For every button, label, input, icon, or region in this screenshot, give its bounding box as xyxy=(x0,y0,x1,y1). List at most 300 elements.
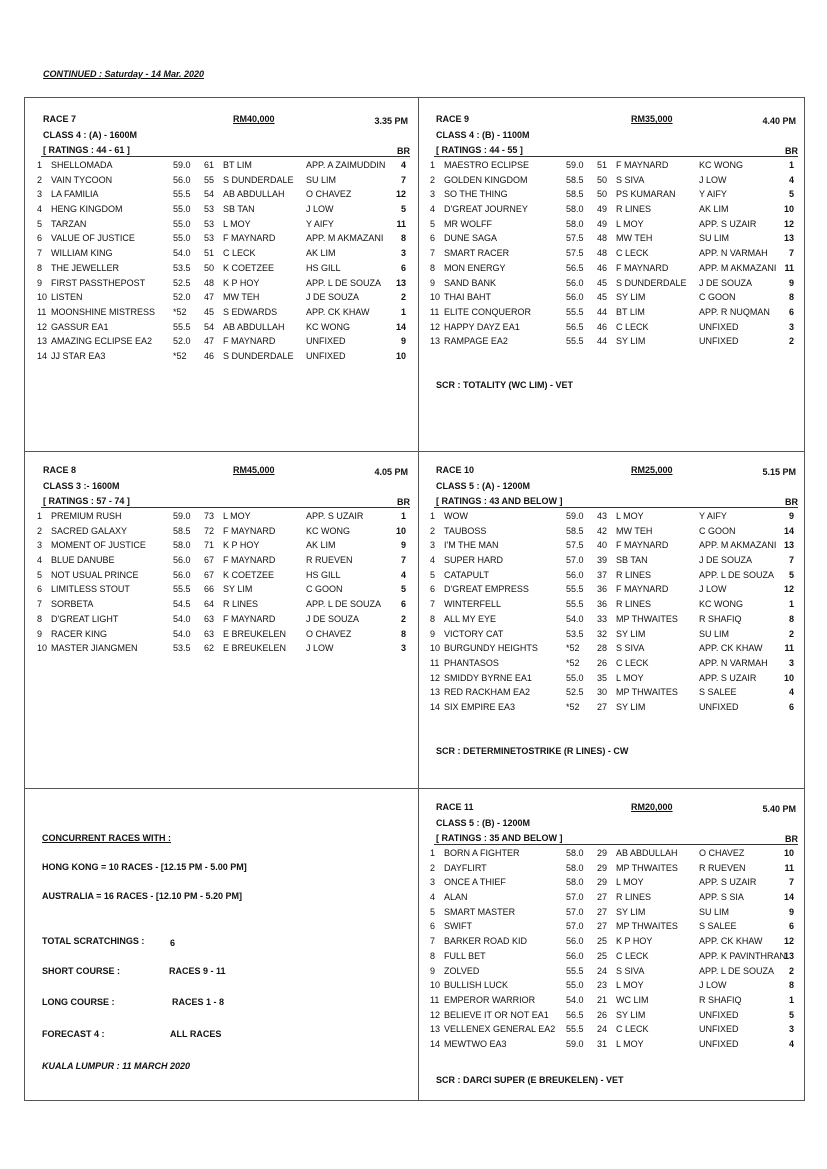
jockey-name: MP THWAITES xyxy=(616,687,678,698)
race-8-block xyxy=(33,465,418,785)
runner-number: 10 xyxy=(430,643,441,654)
horse-weight: 58.0 xyxy=(566,877,584,888)
barrier-number: 1 xyxy=(400,306,406,317)
horse-rating: 27 xyxy=(597,701,608,712)
jockey-name: C LECK xyxy=(616,950,649,961)
race-prize: RM25,000 xyxy=(631,465,673,475)
trainer-name: APP. CK KHAW xyxy=(699,643,763,654)
horse-rating: 71 xyxy=(204,540,215,551)
barrier-number: 7 xyxy=(400,555,406,566)
horse-weight: 55.0 xyxy=(173,233,191,244)
horse-weight: 56.5 xyxy=(566,1009,584,1020)
trainer-name: R RUEVEN xyxy=(306,555,353,566)
runner-row xyxy=(426,848,806,863)
runner-number: 3 xyxy=(37,189,43,200)
horse-rating: 36 xyxy=(597,584,608,595)
runner-number: 9 xyxy=(430,628,436,639)
jockey-name: S SIVA xyxy=(616,965,645,976)
runner-number: 14 xyxy=(37,350,48,361)
horse-rating: 66 xyxy=(204,584,215,595)
runner-number: 9 xyxy=(430,277,436,288)
runner-row xyxy=(33,278,418,293)
runner-list xyxy=(33,160,418,366)
horse-weight: 55.5 xyxy=(566,599,584,610)
trainer-name: AK LIM xyxy=(306,248,336,259)
barrier-number: 5 xyxy=(400,584,406,595)
horse-weight: 56.0 xyxy=(566,569,584,580)
horse-rating: 25 xyxy=(597,936,608,947)
trainer-name: Y AIFY xyxy=(699,189,727,200)
horse-weight: 54.0 xyxy=(173,628,191,639)
runner-number: 8 xyxy=(430,613,436,624)
horse-weight: 57.5 xyxy=(566,540,584,551)
horse-name: VICTORY CAT xyxy=(444,628,504,639)
race-class: CLASS 5 : (A) - 1200M xyxy=(436,481,531,491)
runner-number: 2 xyxy=(37,174,43,185)
trainer-name: J DE SOUZA xyxy=(699,277,753,288)
horse-weight: 58.5 xyxy=(173,525,191,536)
horse-rating: 73 xyxy=(204,511,215,521)
barrier-number: 8 xyxy=(788,980,794,991)
jockey-name: K COETZEE xyxy=(223,262,275,273)
horse-rating: 46 xyxy=(204,350,215,361)
jockey-name: F MAYNARD xyxy=(616,262,669,273)
jockey-name: SY LIM xyxy=(616,336,646,347)
jockey-name: SY LIM xyxy=(616,701,646,712)
horse-weight: 56.5 xyxy=(566,262,584,273)
horse-rating: 29 xyxy=(597,848,608,858)
runner-row xyxy=(426,892,806,907)
horse-name: FULL BET xyxy=(444,950,486,961)
trainer-name: APP. K PAVINTHRAN xyxy=(699,950,787,961)
horse-name: RACER KING xyxy=(51,628,108,639)
australia-races: AUSTRALIA = 16 RACES - [12.10 PM - 5.20 PM] xyxy=(42,891,242,901)
trainer-name: APP. N VARMAH xyxy=(699,248,768,259)
horse-name: BARKER ROAD KID xyxy=(444,936,528,947)
trainer-name: R SHAFIQ xyxy=(699,613,742,624)
horse-name: MEWTWO EA3 xyxy=(444,1038,507,1049)
horse-weight: 56.0 xyxy=(566,950,584,961)
trainer-name: UNFIXED xyxy=(699,1024,739,1035)
horse-rating: 45 xyxy=(597,277,608,288)
barrier-number: 12 xyxy=(783,584,794,595)
runner-number: 12 xyxy=(430,321,441,332)
trainer-name: SU LIM xyxy=(306,174,337,185)
runner-row xyxy=(426,629,806,644)
jockey-name: C LECK xyxy=(223,248,256,259)
jockey-name: WC LIM xyxy=(616,994,649,1005)
barrier-header: BR xyxy=(397,146,410,156)
horse-weight: 56.5 xyxy=(566,321,584,332)
jockey-name: R LINES xyxy=(616,204,652,215)
runner-number: 6 xyxy=(430,233,436,244)
barrier-number: 4 xyxy=(788,174,794,185)
hong-kong-races: HONG KONG = 10 RACES - [12.15 PM - 5.00 PM] xyxy=(42,862,247,872)
trainer-name: S SALEE xyxy=(699,687,737,698)
trainer-name: J DE SOUZA xyxy=(306,613,360,624)
barrier-number: 9 xyxy=(788,277,794,288)
jockey-name: R LINES xyxy=(616,569,652,580)
trainer-name: APP. S UZAIR xyxy=(699,877,757,888)
jockey-name: E BREUKELEN xyxy=(223,643,287,654)
horse-rating: 51 xyxy=(204,248,215,259)
trainer-name: C GOON xyxy=(699,525,736,536)
horse-weight: 56.0 xyxy=(566,936,584,947)
horse-rating: 27 xyxy=(597,892,608,903)
trainer-name: J LOW xyxy=(699,584,727,595)
runner-row xyxy=(426,1024,806,1039)
runner-row xyxy=(426,584,806,599)
barrier-number: 2 xyxy=(400,613,406,624)
horse-name: D'GREAT EMPRESS xyxy=(444,584,529,595)
barrier-number: 1 xyxy=(788,160,794,170)
jockey-name: K P HOY xyxy=(223,540,260,551)
trainer-name: APP. S UZAIR xyxy=(699,218,757,229)
horse-weight: 59.0 xyxy=(173,160,191,170)
race-ratings: [ RATINGS : 43 AND BELOW ] xyxy=(436,496,563,506)
horse-rating: 72 xyxy=(204,525,215,536)
trainer-name: Y AIFY xyxy=(699,511,727,521)
horse-rating: 53 xyxy=(204,204,215,215)
barrier-number: 1 xyxy=(400,511,406,521)
horse-name: HAPPY DAYZ EA1 xyxy=(444,321,520,332)
jockey-name: SY LIM xyxy=(616,292,646,303)
trainer-name: Y AIFY xyxy=(306,218,334,229)
horse-weight: 55.0 xyxy=(173,204,191,215)
barrier-number: 3 xyxy=(400,248,406,259)
runner-row xyxy=(33,643,418,658)
runner-number: 14 xyxy=(430,701,441,712)
horse-weight: 55.0 xyxy=(566,672,584,683)
horse-name: ZOLVED xyxy=(444,965,480,976)
forecast-label: FORECAST 4 : xyxy=(42,1029,105,1039)
horse-weight: 59.0 xyxy=(566,1038,584,1049)
horse-name: PHANTASOS xyxy=(444,657,499,668)
runner-number: 11 xyxy=(430,657,440,668)
runner-row xyxy=(33,233,418,248)
barrier-number: 5 xyxy=(788,189,794,200)
race-9-scratching: SCR : TOTALITY (WC LIM) - VET xyxy=(436,380,573,390)
barrier-number: 8 xyxy=(400,628,406,639)
jockey-name: L MOY xyxy=(616,218,644,229)
barrier-number: 12 xyxy=(395,189,406,200)
horse-weight: *52 xyxy=(566,701,580,712)
runner-number: 2 xyxy=(430,174,436,185)
trainer-name: APP. M AKMAZANI xyxy=(306,233,384,244)
runner-row xyxy=(426,263,806,278)
runner-row xyxy=(33,570,418,585)
horse-rating: 54 xyxy=(204,189,215,200)
race-time: 4.40 PM xyxy=(762,116,796,126)
barrier-header: BR xyxy=(785,834,798,844)
barrier-number: 2 xyxy=(788,628,794,639)
horse-name: SWIFT xyxy=(444,921,472,932)
horse-weight: 59.0 xyxy=(566,160,584,170)
trainer-name: KC WONG xyxy=(306,321,350,332)
jockey-name: BT LIM xyxy=(223,160,252,170)
runner-number: 12 xyxy=(430,672,441,683)
horse-rating: 50 xyxy=(597,174,608,185)
runner-number: 11 xyxy=(430,306,440,317)
trainer-name: HS GILL xyxy=(306,262,341,273)
jockey-name: PS KUMARAN xyxy=(616,189,676,200)
jockey-name: L MOY xyxy=(223,511,251,521)
runner-number: 4 xyxy=(430,555,436,566)
horse-rating: 63 xyxy=(204,613,215,624)
barrier-number: 9 xyxy=(400,540,406,551)
barrier-number: 13 xyxy=(783,540,794,551)
barrier-number: 9 xyxy=(788,511,794,521)
trainer-name: APP. L DE SOUZA xyxy=(699,965,775,976)
runner-row xyxy=(33,204,418,219)
horse-rating: 29 xyxy=(597,862,608,873)
barrier-header: BR xyxy=(785,497,798,507)
barrier-number: 7 xyxy=(788,248,794,259)
horse-weight: 53.5 xyxy=(173,643,191,654)
horse-rating: 25 xyxy=(597,950,608,961)
race-ratings: [ RATINGS : 35 AND BELOW ] xyxy=(436,833,563,843)
runner-row xyxy=(33,555,418,570)
trainer-name: KC WONG xyxy=(699,160,743,170)
trainer-name: SU LIM xyxy=(699,906,730,917)
horse-weight: 55.0 xyxy=(173,218,191,229)
horse-weight: 55.5 xyxy=(173,584,191,595)
horse-name: SMIDDY BYRNE EA1 xyxy=(444,672,532,683)
runner-number: 7 xyxy=(37,599,43,610)
trainer-name: S SALEE xyxy=(699,921,737,932)
jockey-name: L MOY xyxy=(616,877,644,888)
horse-name: ELITE CONQUEROR xyxy=(444,306,532,317)
continued-header: CONTINUED : Saturday - 14 Mar. 2020 xyxy=(43,69,205,79)
horse-name: GOLDEN KINGDOM xyxy=(444,174,528,185)
horse-weight: 58.5 xyxy=(566,174,584,185)
barrier-number: 5 xyxy=(788,1009,794,1020)
horse-name: WINTERFELL xyxy=(444,599,502,610)
horse-name: ALL MY EYE xyxy=(444,613,497,624)
barrier-number: 6 xyxy=(788,921,794,932)
barrier-number: 8 xyxy=(788,613,794,624)
horse-rating: 54 xyxy=(204,321,215,332)
horse-name: SO THE THING xyxy=(444,189,508,200)
trainer-name: APP. N VARMAH xyxy=(699,657,768,668)
runner-row xyxy=(426,614,806,629)
trainer-name: R SHAFIQ xyxy=(699,994,742,1005)
horse-weight: 57.0 xyxy=(566,892,584,903)
runner-number: 8 xyxy=(430,262,436,273)
horse-rating: 53 xyxy=(204,218,215,229)
horse-rating: 44 xyxy=(597,336,608,347)
runner-row xyxy=(426,322,806,337)
horse-name: VALUE OF JUSTICE xyxy=(51,233,135,244)
horse-weight: 52.5 xyxy=(173,277,191,288)
runner-number: 7 xyxy=(430,248,436,259)
jockey-name: AB ABDULLAH xyxy=(223,189,285,200)
runner-number: 7 xyxy=(430,936,436,947)
short-course-label: SHORT COURSE : xyxy=(42,966,121,976)
horse-rating: 40 xyxy=(597,540,608,551)
horse-name: SIX EMPIRE EA3 xyxy=(444,701,516,712)
runner-number: 10 xyxy=(37,292,48,303)
horse-rating: 47 xyxy=(204,336,215,347)
horse-name: NOT USUAL PRINCE xyxy=(51,569,139,580)
trainer-name: APP. S UZAIR xyxy=(306,511,364,521)
jockey-name: C LECK xyxy=(616,321,649,332)
trainer-name: SU LIM xyxy=(699,628,730,639)
barrier-number: 11 xyxy=(784,643,794,654)
horse-name: SMART RACER xyxy=(444,248,510,259)
barrier-number: 10 xyxy=(783,204,794,215)
horse-name: DUNE SAGA xyxy=(444,233,498,244)
trainer-name: APP. S UZAIR xyxy=(699,672,757,683)
jockey-name: SY LIM xyxy=(223,584,253,595)
horse-weight: 58.5 xyxy=(566,525,584,536)
race-class: CLASS 5 : (B) - 1200M xyxy=(436,818,531,828)
runner-row xyxy=(426,951,806,966)
jockey-name: R LINES xyxy=(223,599,259,610)
runner-row xyxy=(33,160,418,175)
runner-row xyxy=(33,175,418,190)
horse-name: FIRST PASSTHEPOST xyxy=(51,277,146,288)
barrier-number: 11 xyxy=(396,218,406,229)
runner-number: 9 xyxy=(37,277,43,288)
horse-weight: 57.0 xyxy=(566,555,584,566)
horse-rating: 24 xyxy=(597,965,608,976)
horse-weight: 55.5 xyxy=(173,189,191,200)
barrier-number: 6 xyxy=(400,262,406,273)
runner-row xyxy=(33,307,418,322)
runner-row xyxy=(426,540,806,555)
runner-row xyxy=(426,863,806,878)
runner-row xyxy=(33,263,418,278)
runner-row xyxy=(33,351,418,366)
horse-weight: 56.0 xyxy=(173,174,191,185)
runner-row xyxy=(33,599,418,614)
trainer-name: J LOW xyxy=(306,204,334,215)
race-time: 5.40 PM xyxy=(762,804,796,814)
trainer-name: J LOW xyxy=(699,174,727,185)
horse-name: BULLISH LUCK xyxy=(444,980,509,991)
horse-name: LISTEN xyxy=(51,292,83,303)
jockey-name: C LECK xyxy=(616,657,649,668)
horse-name: THE JEWELLER xyxy=(51,262,120,273)
race-prize: RM35,000 xyxy=(631,114,673,124)
barrier-number: 4 xyxy=(788,687,794,698)
race-name: RACE 9 xyxy=(436,114,470,124)
runner-number: 8 xyxy=(37,613,43,624)
jockey-name: F MAYNARD xyxy=(616,584,669,595)
horse-weight: 53.5 xyxy=(173,262,191,273)
jockey-name: SY LIM xyxy=(616,906,646,917)
horse-rating: 53 xyxy=(204,233,215,244)
horse-rating: 46 xyxy=(597,321,608,332)
runner-row xyxy=(33,584,418,599)
barrier-number: 2 xyxy=(400,292,406,303)
trainer-name: UNFIXED xyxy=(306,350,346,361)
horse-name: LIMITLESS STOUT xyxy=(51,584,130,595)
horse-name: SHELLOMADA xyxy=(51,160,113,170)
concurrent-title: CONCURRENT RACES WITH : xyxy=(42,833,171,843)
runner-row xyxy=(33,511,418,526)
barrier-number: 5 xyxy=(400,204,406,215)
horse-rating: 35 xyxy=(597,672,608,683)
runner-number: 1 xyxy=(430,160,436,170)
runner-number: 3 xyxy=(37,540,43,551)
barrier-number: 7 xyxy=(400,174,406,185)
horse-name: I'M THE MAN xyxy=(444,540,499,551)
barrier-number: 10 xyxy=(783,672,794,683)
jockey-name: L MOY xyxy=(223,218,251,229)
runner-list xyxy=(426,160,806,351)
horse-name: SUPER HARD xyxy=(444,555,504,566)
horse-rating: 31 xyxy=(597,1038,608,1049)
horse-rating: 39 xyxy=(597,555,608,566)
runner-row xyxy=(426,995,806,1010)
runner-row xyxy=(426,658,806,673)
horse-name: MAESTRO ECLIPSE xyxy=(444,160,530,170)
horse-rating: 45 xyxy=(204,306,215,317)
runner-row xyxy=(426,278,806,293)
runner-row xyxy=(426,673,806,688)
runner-number: 8 xyxy=(430,950,436,961)
runner-row xyxy=(426,292,806,307)
runner-number: 9 xyxy=(37,628,43,639)
runner-row xyxy=(426,175,806,190)
trainer-name: APP. L DE SOUZA xyxy=(699,569,775,580)
barrier-number: 6 xyxy=(788,701,794,712)
runner-row xyxy=(426,921,806,936)
horse-rating: 45 xyxy=(597,292,608,303)
runner-number: 7 xyxy=(37,248,43,259)
horse-weight: 52.5 xyxy=(566,687,584,698)
barrier-number: 2 xyxy=(788,336,794,347)
race-class: CLASS 4 : (B) - 1100M xyxy=(436,130,530,140)
runner-number: 5 xyxy=(430,569,436,580)
runner-number: 5 xyxy=(37,218,43,229)
jockey-name: MW TEH xyxy=(223,292,260,303)
horse-weight: *52 xyxy=(566,657,580,668)
barrier-number: 4 xyxy=(400,160,406,170)
horse-rating: 27 xyxy=(597,921,608,932)
trainer-name: J DE SOUZA xyxy=(306,292,360,303)
jockey-name: F MAYNARD xyxy=(223,336,276,347)
runner-row xyxy=(426,1010,806,1025)
trainer-name: O CHAVEZ xyxy=(306,628,352,639)
barrier-number: 2 xyxy=(788,965,794,976)
trainer-name: APP. L DE SOUZA xyxy=(306,599,382,610)
barrier-number: 11 xyxy=(784,862,794,873)
header-rule xyxy=(434,844,798,845)
jockey-name: SY LIM xyxy=(616,628,646,639)
jockey-name: C LECK xyxy=(616,1024,649,1035)
runner-number: 3 xyxy=(430,540,436,551)
runner-row xyxy=(426,687,806,702)
race-grid xyxy=(24,97,805,1101)
horse-rating: 48 xyxy=(204,277,215,288)
runner-number: 1 xyxy=(430,848,436,858)
jockey-name: F MAYNARD xyxy=(223,555,276,566)
barrier-number: 10 xyxy=(783,848,794,858)
jockey-name: F MAYNARD xyxy=(223,525,276,536)
horse-rating: 43 xyxy=(597,511,608,521)
horse-weight: 58.0 xyxy=(173,540,191,551)
barrier-number: 4 xyxy=(400,569,406,580)
runner-row xyxy=(426,702,806,717)
barrier-number: 12 xyxy=(783,218,794,229)
race-prize: RM45,000 xyxy=(233,465,275,475)
horse-name: MON ENERGY xyxy=(444,262,506,273)
horse-rating: 50 xyxy=(204,262,215,273)
jockey-name: F MAYNARD xyxy=(616,160,669,170)
